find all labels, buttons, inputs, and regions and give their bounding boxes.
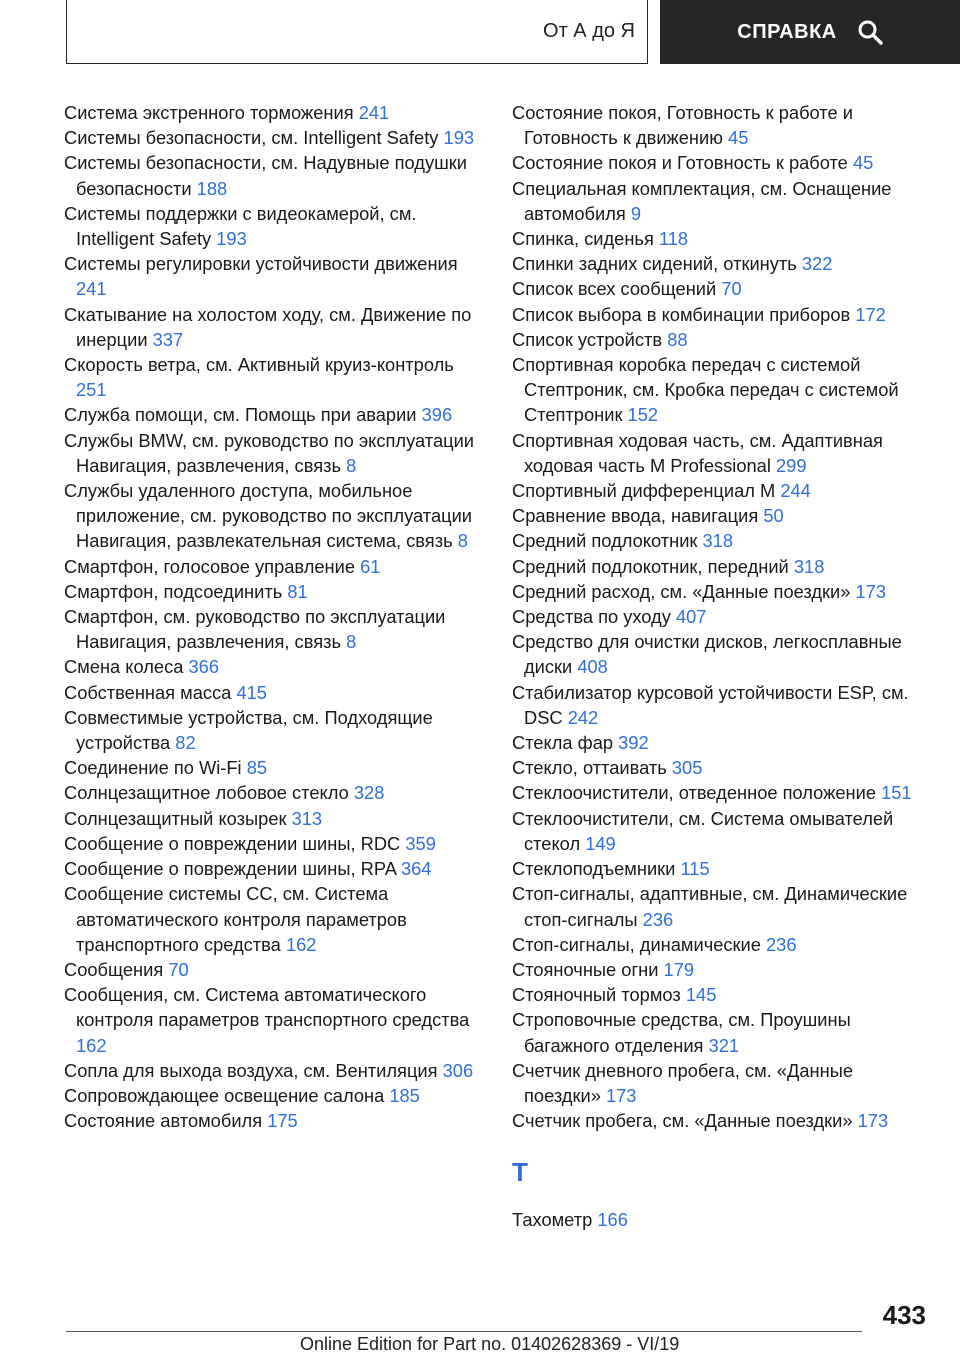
index-entry-text: Счетчик дневного пробега, см. «Данные поездки» [512, 1059, 854, 1106]
index-entry [512, 755, 932, 780]
index-entry [64, 100, 484, 125]
index-entry-text: Стабилизатор курсовой устойчивости ESP, см. DSC [512, 681, 909, 728]
index-entry [64, 654, 484, 679]
index-entry-text: Состояние автомобиля [64, 1110, 263, 1132]
page-link[interactable]: 396 [421, 404, 453, 426]
index-entry-text: Стеклоочистители, отведенное положение [512, 782, 876, 804]
index-entry [512, 680, 932, 730]
index-entry-text: Солнцезащитный козырек [64, 807, 287, 829]
index-entry [512, 176, 932, 226]
index-entry-text: Сообщение о повреждении шины, RPA [64, 858, 396, 880]
index-entry [64, 806, 484, 831]
index-entry-text: Системы регулировки устойчивости движения [64, 253, 458, 275]
index-entry-text: Сообщения, см. Система автоматического контроля параметров транспортного средства [64, 984, 470, 1031]
index-entry-text: Средний подлокотник [512, 530, 698, 552]
page-link[interactable]: 85 [246, 757, 268, 779]
index-entry [64, 881, 484, 957]
index-entry-text: Спортивный дифференциал M [512, 480, 776, 502]
page-link[interactable]: 306 [442, 1059, 474, 1081]
page-link[interactable]: 299 [776, 454, 807, 476]
page-link[interactable]: 70 [168, 958, 189, 980]
page-link[interactable]: 407 [675, 606, 707, 628]
page-link[interactable]: 118 [658, 228, 689, 250]
index-entry [64, 1108, 484, 1133]
index-entry-text: Стоп-сигналы, адаптивные, см. Динамические стоп-сигналы [512, 883, 908, 930]
index-entry [64, 831, 484, 856]
page-link[interactable]: 50 [763, 505, 784, 527]
page-link[interactable]: 145 [685, 984, 717, 1006]
index-entry-text: Соединение по Wi-Fi [64, 757, 242, 779]
page-link[interactable]: 173 [605, 1084, 637, 1106]
page-link[interactable]: 359 [405, 832, 436, 854]
index-entry-text: Строповочные средства, см. Проушины багажного отделения [512, 1009, 851, 1056]
page-link[interactable]: 392 [618, 732, 649, 754]
index-entry-text: Стеклоподъемники [512, 858, 676, 880]
index-entry-text: Средний расход, см. «Данные поездки» [512, 580, 851, 602]
page-link[interactable]: 185 [389, 1084, 420, 1106]
index-entry [512, 554, 932, 579]
index-entry [64, 982, 484, 1058]
index-entry-text: Смартфон, подсоединить [64, 580, 283, 602]
index-entry [512, 604, 932, 629]
index-entry-text: Спинка, сиденья [512, 228, 654, 250]
index-entry-text: Спортивная коробка передач с системой Стептроник, см. Кробка передач с системой Стептроник [512, 354, 899, 426]
index-entry-text: Стоп-сигналы, динамические [512, 933, 761, 955]
page-link[interactable]: 9 [630, 202, 642, 224]
index-entry [64, 150, 484, 200]
index-entry-text: Службы BMW, см. руководство по эксплуатации Навигация, развлечения, связь [64, 429, 475, 476]
index-entry-text: Сообщения [64, 958, 164, 980]
page-link[interactable]: 45 [852, 152, 874, 174]
page-link[interactable]: 172 [855, 303, 886, 325]
page-link[interactable]: 173 [855, 580, 887, 602]
page-link[interactable]: 175 [267, 1110, 298, 1132]
index-entry-text: Совместимые устройства, см. Подходящие устройства [64, 706, 433, 754]
page-link[interactable]: 81 [287, 580, 308, 602]
index-entry [512, 1207, 932, 1232]
index-entry-text: Система экстренного торможения [64, 102, 354, 123]
index-entry [64, 125, 484, 150]
page-link[interactable]: 188 [196, 177, 228, 199]
index-entry-text: Собственная масса [64, 681, 232, 703]
index-entry [512, 957, 932, 982]
index-entry [64, 780, 484, 805]
index-entry-text: Средний подлокотник, передний [512, 555, 789, 577]
tab-help-label: СПРАВКА [737, 20, 837, 43]
index-entry [512, 1058, 932, 1108]
index-entry-text: Средства по уходу [512, 606, 671, 628]
index-entry-text: Сопла для выхода воздуха, см. Вентиляция [64, 1059, 438, 1081]
index-entry-text: Смена колеса [64, 656, 184, 678]
index-entry [512, 881, 932, 931]
section-letter: Т [512, 1157, 528, 1188]
page-link[interactable]: 8 [457, 530, 468, 552]
page-link[interactable]: 166 [597, 1209, 628, 1231]
page-link[interactable]: 242 [567, 706, 599, 728]
index-entry [512, 1007, 932, 1057]
page-link[interactable]: 318 [793, 555, 825, 577]
index-entry [64, 302, 484, 352]
index-entry [64, 201, 484, 251]
tab-a-to-z[interactable] [66, 0, 648, 64]
index-entry-text: Смартфон, голосовое управление [64, 555, 356, 577]
index-entry [512, 629, 932, 679]
page-link[interactable]: 8 [346, 631, 357, 653]
page-link[interactable]: 415 [236, 681, 267, 703]
index-entry [512, 1108, 932, 1133]
index-entry-text: Скорость ветра, см. Активный круиз-контроль [64, 354, 454, 376]
page-link[interactable]: 61 [360, 555, 381, 577]
index-entry-text: Состояние покоя, Готовность к работе и Готовность к движению [512, 102, 853, 149]
header [0, 0, 960, 66]
page-link[interactable]: 162 [285, 933, 317, 955]
page-link[interactable]: 318 [702, 530, 734, 552]
index-entry-text: Список выбора в комбинации приборов [512, 303, 851, 325]
index-entry [64, 402, 484, 427]
tab-a-to-z-label: От А до Я [543, 20, 635, 42]
index-entry [512, 302, 932, 327]
footer-edition: Online Edition for Part no. 01402628369 - VI/19 [300, 1334, 680, 1354]
page-link[interactable]: 8 [346, 454, 357, 476]
page-link[interactable]: 236 [766, 933, 797, 955]
index-entry-text: Стояночный тормоз [512, 984, 681, 1006]
page-link[interactable]: 149 [585, 832, 616, 854]
index-entry [64, 1083, 484, 1108]
page-link[interactable]: 321 [708, 1034, 740, 1056]
page-link[interactable]: 45 [728, 127, 749, 149]
index-entry-text: Стекла фар [512, 732, 614, 754]
page-link[interactable]: 313 [291, 807, 323, 829]
index-entry-text: Сообщение системы CC, см. Система автоматического контроля параметров транспортного средства [64, 883, 407, 955]
index-entry [64, 856, 484, 881]
index-entry [64, 352, 484, 402]
index-entry [512, 428, 932, 478]
index-entry-text: Сообщение о повреждении шины, RDC [64, 832, 401, 854]
page-link[interactable]: 193 [443, 127, 475, 149]
index-entry [512, 503, 932, 528]
index-entry-text: Стояночные огни [512, 958, 659, 980]
page-link[interactable]: 366 [188, 656, 219, 678]
page-link[interactable]: 241 [358, 102, 390, 123]
index-entry-text: Стеклоочистители, см. Система омывателей стекол [512, 807, 894, 854]
index-entry [512, 150, 932, 175]
index-column-right [512, 100, 932, 1233]
index-entry [512, 100, 932, 150]
page-link[interactable]: 193 [216, 228, 247, 250]
page-number: 433 [882, 1300, 926, 1330]
index-entry-text: Сравнение ввода, навигация [512, 505, 759, 527]
index-entry-text: Специальная комплектация, см. Оснащение автомобиля [512, 177, 892, 224]
index-entry-text: Системы безопасности, см. Надувные подушки безопасности [64, 152, 467, 199]
index-column-left [64, 100, 484, 1133]
page-link[interactable]: 337 [152, 328, 184, 350]
index-entry-text: Служба помощи, см. Помощь при аварии [64, 404, 417, 426]
index-entry-text: Состояние покоя и Готовность к работе [512, 152, 848, 174]
page-link[interactable]: 70 [721, 278, 742, 300]
index-entry [64, 554, 484, 579]
index-entry-text: Счетчик пробега, см. «Данные поездки» [512, 1110, 853, 1132]
index-entry [64, 251, 484, 301]
page-link[interactable]: 241 [76, 278, 107, 300]
index-entry [64, 1058, 484, 1083]
index-entry [512, 932, 932, 957]
index-entry [64, 478, 484, 554]
index-entry [512, 579, 932, 604]
index-entry [512, 327, 932, 352]
page-link[interactable]: 328 [353, 782, 385, 804]
page-link[interactable]: 151 [881, 782, 912, 804]
index-entry-text: Системы поддержки с видеокамерой, см. Intelligent Safety [64, 202, 417, 250]
page-link[interactable]: 364 [400, 858, 432, 880]
page-link[interactable]: 173 [857, 1110, 889, 1132]
index-entry-text: Спинки задних сидений, откинуть [512, 253, 797, 275]
index-entry [512, 982, 932, 1007]
page-link[interactable]: 162 [76, 1034, 107, 1056]
index-entry [512, 251, 932, 276]
page-link[interactable]: 152 [627, 404, 659, 426]
page-link[interactable]: 251 [76, 379, 107, 401]
index-entry [512, 528, 932, 553]
index-entry-text: Список всех сообщений [512, 278, 717, 300]
tab-help[interactable] [660, 0, 960, 64]
page-link[interactable]: 88 [667, 328, 688, 350]
index-entry-text: Системы безопасности, см. Intelligent Safety [64, 127, 439, 149]
index-entry [512, 226, 932, 251]
page-link[interactable]: 305 [671, 757, 703, 779]
index-entry-text: Смартфон, см. руководство по эксплуатации Навигация, развлечения, связь [64, 606, 446, 653]
index-entry [64, 957, 484, 982]
index-entry-text: Стекло, оттаивать [512, 757, 667, 779]
index-entry-text: Скатывание на холостом ходу, см. Движение по инерции [64, 303, 472, 350]
index-entry [512, 276, 932, 301]
search-icon [857, 19, 883, 45]
index-entry-text: Список устройств [512, 328, 663, 350]
index-entry [64, 705, 484, 755]
index-entry [64, 755, 484, 780]
page-link[interactable]: 236 [642, 908, 674, 930]
page-link[interactable]: 179 [663, 958, 695, 980]
index-entry-text: Сопровождающее освещение салона [64, 1084, 385, 1106]
index-entry-text: Спортивная ходовая часть, см. Адаптивная ходовая часть M Professional [512, 429, 883, 476]
footer-divider [66, 1331, 862, 1332]
index-entry [512, 806, 932, 856]
index-entry [512, 478, 932, 503]
page-link[interactable]: 82 [175, 732, 196, 754]
page-link[interactable]: 322 [801, 253, 833, 275]
index-entry [512, 856, 932, 881]
index-entry-text: Службы удаленного доступа, мобильное приложение, см. руководство по эксплуатации Навигация, развлекательная система, связь [64, 480, 473, 552]
index-entry [64, 680, 484, 705]
index-entry-text: Тахометр [512, 1209, 593, 1231]
index-entry [64, 579, 484, 604]
index-entry [512, 730, 932, 755]
page-link[interactable]: 244 [780, 480, 811, 502]
page-link[interactable]: 408 [577, 656, 608, 678]
index-entry [64, 604, 484, 654]
page-link[interactable]: 115 [680, 858, 710, 880]
index-entry [512, 780, 932, 805]
index-entry [64, 428, 484, 478]
index-entry-text: Средство для очистки дисков, легкосплавные диски [512, 631, 902, 678]
index-entry [512, 352, 932, 428]
index-entry-text: Солнцезащитное лобовое стекло [64, 782, 349, 804]
